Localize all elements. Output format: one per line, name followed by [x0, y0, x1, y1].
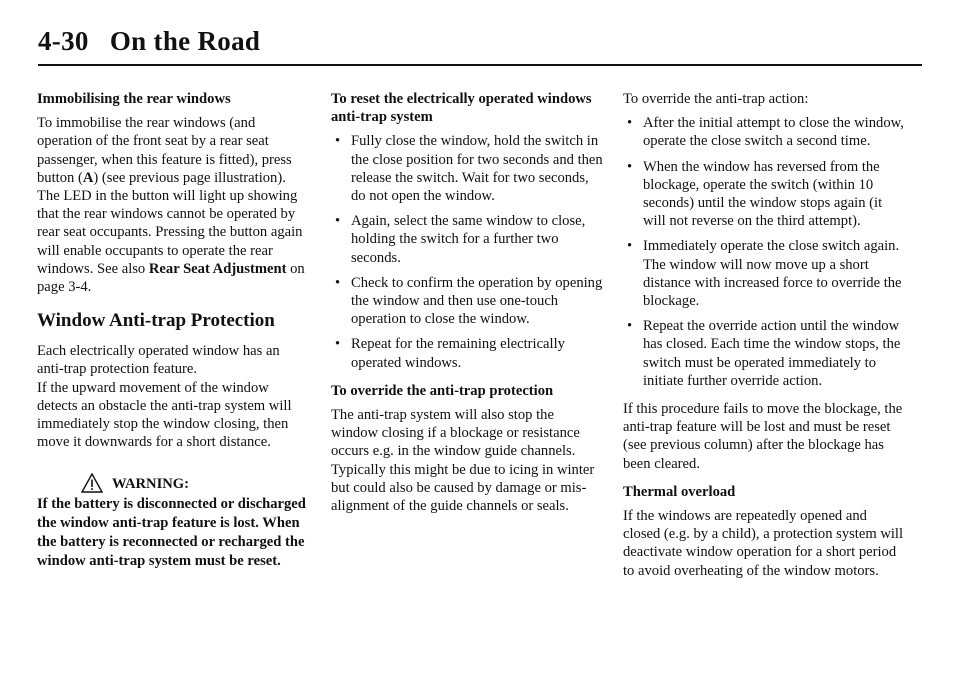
list-item [623, 158, 907, 231]
bullet-mark: • [627, 115, 633, 132]
button-letter: A [82, 169, 94, 186]
list-item [331, 335, 603, 371]
list-item [331, 132, 603, 205]
list-item-text: Repeat the override action until the window has closed. Each time the window stops, the switch must be operated immediately to initiate further override action. [643, 318, 901, 389]
reset-heading: To reset the electrically operated windows anti-trap system [331, 91, 592, 126]
column-1 [37, 90, 309, 571]
rear-seat-adjustment-link[interactable]: Rear Seat Adjustment [148, 260, 287, 277]
override-action-intro: To override the anti-trap action: [623, 91, 809, 107]
thermal-overload-body: If the windows are repeatedly opened and closed (e.g. by a child), a protection system will deactivate window operation for a short period to avoid overheating of the window motors. [623, 508, 904, 579]
bullet-mark: • [627, 238, 633, 255]
page-number: 4-30 [38, 26, 89, 56]
override-protection-heading: To override the anti-trap protection [331, 382, 554, 399]
list-item-text: Immediately operate the close switch again. The window will now move up a short distance with increased force to override the blockage. [643, 238, 902, 310]
immobilising-text-1: To immobilise the rear windows (and operation of the front seat by a rear seat passenger, when this feature is fitted), press button ( [37, 115, 292, 186]
warning-title-row [37, 473, 309, 493]
override-failure-paragraph: If this procedure fails to move the blockage, the anti-trap feature will be lost and must be reset (see previous column) after the blockage has been cleared. [623, 401, 903, 472]
immobilising-text-2: ) (see previous page illustration). The LED in the button will light up showing that the rear windows cannot be operated by rear seat occupants. Pressing the button again will enable occupants to operate the rear windows. See also [37, 169, 303, 277]
column-3 [623, 90, 907, 590]
list-item-text: After the initial attempt to close the window, operate the close switch a second time. [643, 115, 904, 150]
immobilising-text-3: on page 3-4. [37, 260, 305, 296]
warning-triangle-icon [81, 473, 103, 493]
header-rule [38, 64, 922, 66]
list-item [623, 317, 907, 390]
immobilising-heading: Immobilising the rear windows [37, 91, 231, 107]
warning-text: If the battery is disconnected or discharged the window anti-trap feature is lost. When the battery is reconnected or recharged the window anti-trap system must be reset. [37, 496, 306, 570]
list-item-text: Repeat for the remaining electrically operated windows. [351, 336, 565, 371]
list-item-text: Fully close the window, hold the switch in the close position for two seconds and then release the switch. Wait for two seconds, do not open the window. [351, 133, 603, 205]
immobilising-paragraph [37, 114, 309, 296]
override-steps-list [623, 114, 907, 390]
anti-trap-heading: Window Anti-trap Protection [37, 310, 275, 332]
column-2 [331, 90, 603, 525]
warning-title: WARNING: [112, 476, 190, 493]
bullet-mark: • [335, 133, 341, 150]
list-item [331, 212, 603, 267]
list-item-text: Again, select the same window to close, holding the switch for a further two seconds. [351, 213, 586, 266]
list-item [623, 237, 907, 310]
thermal-overload-heading: Thermal overload [623, 483, 736, 500]
anti-trap-para-1: Each electrically operated window has an anti-trap protection feature. [37, 343, 280, 378]
list-item [331, 274, 603, 329]
bullet-mark: • [335, 213, 341, 230]
bullet-mark: • [627, 318, 633, 335]
chapter-title: On the Road [109, 26, 261, 56]
bullet-mark: • [335, 336, 341, 353]
list-item [623, 114, 907, 150]
list-item-text: When the window has reversed from the blockage, operate the switch (within 10 seconds) until the window stops again (it will not reverse on the third attempt). [643, 158, 883, 230]
reset-steps-list [331, 132, 603, 371]
bullet-mark: • [335, 274, 341, 291]
list-item-text: Check to confirm the operation by opening the window and then use one-touch operation to close the window. [351, 274, 603, 328]
bullet-mark: • [627, 158, 633, 175]
anti-trap-para-2: If the upward movement of the window detects an obstacle the anti-trap system will immediately stop the window closing, then move it downwards for a short distance. [37, 379, 292, 451]
page-header [38, 26, 260, 57]
warning-block [37, 473, 309, 571]
override-protection-body: The anti-trap system will also stop the window closing if a blockage or resistance occurs e.g. in the window guide channels. Typically this might be due to icing in winter but could also be caused by damage or mis-alignment of the guide channels or seals. [331, 407, 595, 515]
